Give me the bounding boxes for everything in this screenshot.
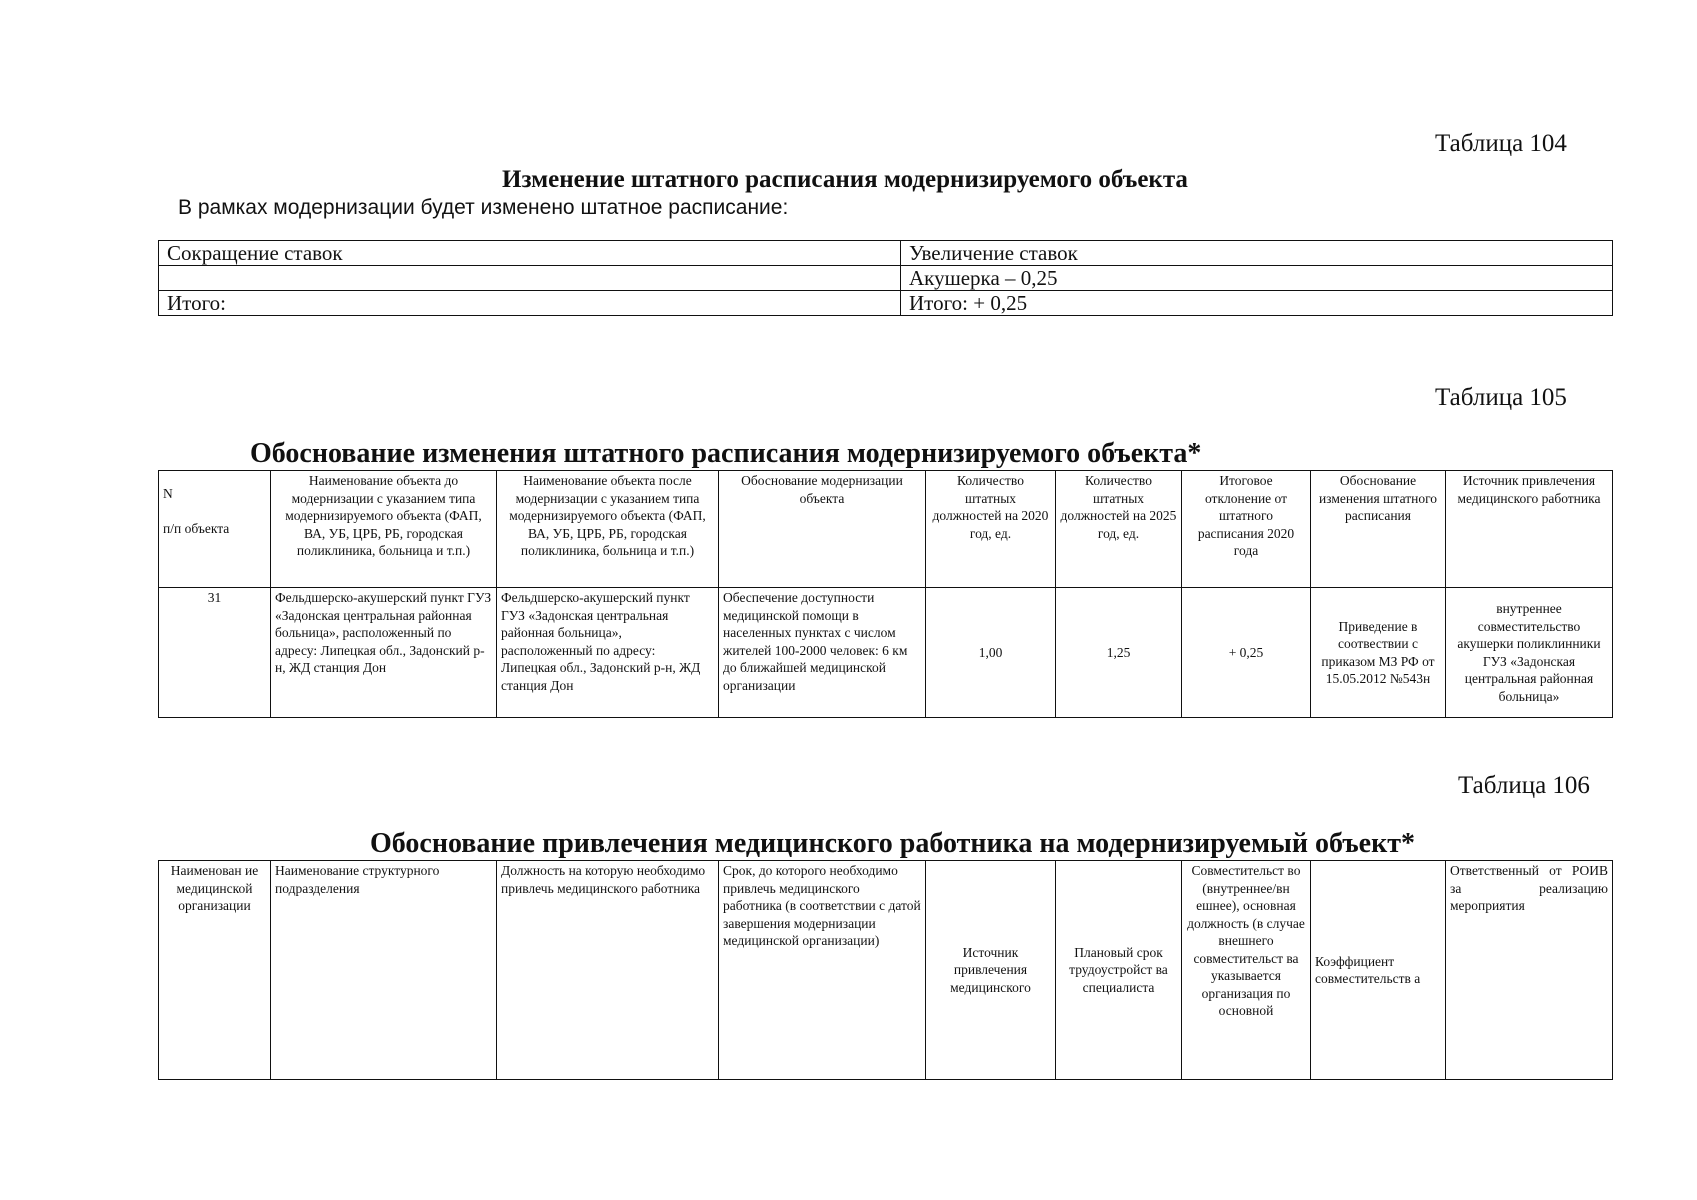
- column-header-justification: Обоснование модернизации объекта: [719, 471, 926, 588]
- table-104-label: Таблица 104: [1435, 130, 1567, 157]
- column-header-source: Источник привлечения медицинского: [926, 861, 1056, 1080]
- increase-header: Увеличение ставок: [901, 241, 1613, 266]
- table-header-row: [159, 861, 1613, 1080]
- table-105-label: Таблица 105: [1435, 384, 1567, 411]
- row-number: 31: [159, 588, 271, 718]
- column-header-deadline: Срок, до которого необходимо привлечь медицинского работника (в соответствии с датой завершения модернизации медицинской организации): [719, 861, 926, 1080]
- table-header-row: [159, 241, 1613, 266]
- column-header-responsible: Ответственный от РОИВ за реализацию мероприятия: [1446, 861, 1613, 1080]
- column-header-planned-date: Плановый срок трудоустройст ва специалиста: [1056, 861, 1182, 1080]
- table-row: [159, 266, 1613, 291]
- table-106-title: Обоснование привлечения медицинского работника на модернизируемый объект*: [370, 828, 1415, 859]
- column-header-change-basis: Обоснование изменения штатного расписания: [1311, 471, 1446, 588]
- column-header-position: Должность на которую необходимо привлечь медицинского работника: [497, 861, 719, 1080]
- object-after-cell: Фельдшерско-акушерский пункт ГУЗ «Задонская центральная районная больница», расположенный по адресу: Липецкая обл., Задонский р-н, ЖД станция Дон: [497, 588, 719, 718]
- column-header-staff-2020: Количество штатных должностей на 2020 год, ед.: [926, 471, 1056, 588]
- staff-change-table: [158, 240, 1613, 316]
- column-header-object-after: Наименование объекта после модернизации с указанием типа модернизируемого объекта (ФАП, ВА, УБ, ЦРБ, РБ, городская поликлиника, больница и т.п.): [497, 471, 719, 588]
- source-cell: внутреннее совместительство акушерки поликлинники ГУЗ «Задонская центральная районная больница»: [1446, 588, 1613, 718]
- column-header-subdivision: Наименование структурного подразделения: [271, 861, 497, 1080]
- column-header-part-time: Совместительст во (внутреннее/вн ешнее), основная должность (в случае внешнего совместительст ва указывается организация по основной: [1182, 861, 1311, 1080]
- column-header-staff-2025: Количество штатных должностей на 2025 год, ед.: [1056, 471, 1182, 588]
- staff-justification-table: [158, 470, 1613, 718]
- justification-cell: Обеспечение доступности медицинской помощи в населенных пунктах с числом жителей 100-2000 человек: 6 км до ближайшей медицинской организации: [719, 588, 926, 718]
- table-106-label: Таблица 106: [1458, 772, 1590, 799]
- change-basis-cell: Приведение в соотвествии с приказом МЗ РФ от 15.05.2012 №543н: [1311, 588, 1446, 718]
- increase-cell: Акушерка – 0,25: [901, 266, 1613, 291]
- reduction-header: Сокращение ставок: [159, 241, 901, 266]
- table-105-title: Обоснование изменения штатного расписания модернизируемого объекта*: [250, 438, 1202, 469]
- column-header-source: Источник привлечения медицинского работника: [1446, 471, 1613, 588]
- deviation-cell: + 0,25: [1182, 588, 1311, 718]
- column-header-number: N п/п объекта: [159, 471, 271, 588]
- column-header-deviation: Итоговое отклонение от штатного расписания 2020 года: [1182, 471, 1311, 588]
- total-row: [159, 291, 1613, 316]
- table-104-title: Изменение штатного расписания модернизируемого объекта: [502, 166, 1188, 193]
- table-104-intro: В рамках модернизации будет изменено штатное расписание:: [178, 196, 789, 219]
- table-row: [159, 588, 1613, 718]
- reduction-cell: [159, 266, 901, 291]
- column-header-coefficient: Коэффициент совместительств а: [1311, 861, 1446, 1080]
- object-before-cell: Фельдшерско-акушерский пункт ГУЗ «Задонская центральная районная больница», расположенный по адресу: Липецкая обл., Задонский р-н, ЖД станция Дон: [271, 588, 497, 718]
- staff-2025-cell: 1,25: [1056, 588, 1182, 718]
- reduction-total: Итого:: [159, 291, 901, 316]
- column-header-organization: Наименован ие медицинской организации: [159, 861, 271, 1080]
- worker-attraction-table: [158, 860, 1613, 1080]
- increase-total: Итого: + 0,25: [901, 291, 1613, 316]
- staff-2020-cell: 1,00: [926, 588, 1056, 718]
- column-header-object-before: Наименование объекта до модернизации с указанием типа модернизируемого объекта (ФАП, ВА, УБ, ЦРБ, РБ, городская поликлиника, больница и т.п.): [271, 471, 497, 588]
- table-header-row: [159, 471, 1613, 588]
